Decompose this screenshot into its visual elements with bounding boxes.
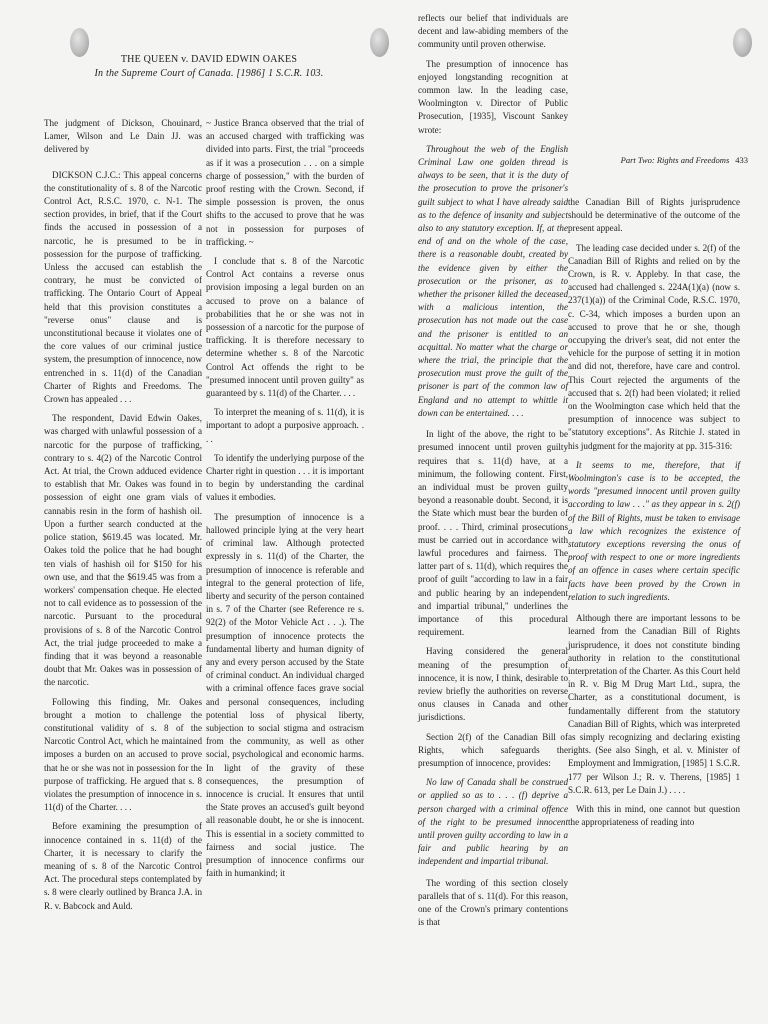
paragraph: The wording of this section closely parallels that of s. 11(d). For this reason, one of the Crown's primary contentions is that: [418, 877, 568, 928]
paragraph: Although there are important lessons to be learned from the Canadian Bill of Rights jurisprudence, it does not constitute binding authority in relation to the constitutional interpretation of the Charter. As this Court held in R. v. Big M Drug Mart Ltd., supra, the Charter, as a constitutional document, is fundamentally different from the statutory Canadian Bill of Rights, which was interpreted as simply recognizing and declaring existing rights. (See also Singh, et al. v. Minister of Employment and Immigration, [1985] 1 S.C.R. 177 per Wilson J.; R. v. Therens, [1985] 1 S.C.R. 613, per Le Dain J.) . . . .: [568, 613, 741, 795]
running-head: [578, 155, 748, 165]
paragraph: the Canadian Bill of Rights jurisprudence should be determinative of the outcome of the present appeal.: [568, 197, 740, 234]
paragraph: The judgment of Dickson, Chouinard, Lamer, Wilson and Le Dain JJ. was delivered by: [44, 118, 202, 155]
paragraph: In light of the above, the right to be presumed innocent until proven guilty requires that s. 11(d) have, at a minimum, the following content. First, an individual must be proven guilty beyond a reasonable doubt. Second, it is the State which must bear the burden of proof. . . . Third, criminal prosecutions must be carried out in accordance with lawful procedures and fairness. The latter part of s. 11(d), which requires the proof of guilt "according to law in a fair and public hearing by an independent and impartial tribunal," underlines the importance of this procedural requirement.: [418, 429, 568, 638]
page-number: 433: [735, 155, 748, 165]
paragraph: Section 2(f) of the Canadian Bill of Rights, which safeguards the presumption of innocence, provides:: [418, 731, 568, 768]
paragraph: To interpret the meaning of s. 11(d), it is important to adopt a purposive approach. . . .: [206, 407, 364, 444]
block-quote: It seems to me, therefore, that if Woolmington's case is to be accepted, the words "presumed innocent until proven guilty according to law . . ." as they appear in s. 2(f) of the Bill of Rights, must be taken to envisage a law which recognizes the existence of statutory exceptions reversing the onus of proof with respect to one or more ingredients of an offence in cases where certain specific facts have been proved by the Crown in relation to such ingredients.: [568, 459, 740, 602]
block-quote: No law of Canada shall be construed or applied so as to . . . (f) deprive a person charged with a criminal offence of the right to be presumed innocent until proven guilty according to law in a fair and public hearing by an independent and impartial tribunal.: [418, 777, 568, 867]
paragraph: The presumption of innocence has enjoyed longstanding recognition at common law. In the leading case, Woolmington v. Director of Public Prosecution, [1935], Viscount Sankey wrote:: [418, 58, 568, 135]
left-page: [0, 0, 380, 1024]
case-citation: In the Supreme Court of Canada. [1986] 1 S.C.R. 103.: [94, 68, 324, 79]
paragraph: With this in mind, one cannot but question the appropriateness of reading into: [568, 803, 740, 828]
paragraph: The leading case decided under s. 2(f) of the Canadian Bill of Rights and relied on by the Crown, is R. v. Appleby. In that case, the accused had challenged s. 224A(1)(a) (now s. 237(1)(a)) of the Criminal Code, R.S.C. 1970, c. C-34, which imposes a burden upon an accused to prove that he or she, though occupying the driver's seat, did not enter the vehicle for the purpose of setting it in motion and did not, therefore, have care and control. This Court rejected the arguments of the accused that s. 2(f) had been violated; it relied on the Woolmington case which held that the presumption of innocence was subject to "statutory exceptions". As Ritchie J. stated in his judgment for the majority at pp. 315-316:: [568, 242, 740, 451]
right-column-2: [568, 196, 740, 835]
paragraph: I conclude that s. 8 of the Narcotic Control Act contains a reverse onus provision imposing a legal burden on an accused to prove on a balance of probabilities that he or she was not in possession of a narcotic for the purpose of trafficking. It is therefore necessary to determine whether s. 8 of the Narcotic Control Act offends the right to be "presumed innocent until proven guilty" as guaranteed by s. 11(d) of the Charter. . . .: [206, 256, 364, 399]
left-column-1: [44, 117, 202, 919]
paragraph: reflects our belief that individuals are decent and law-abiding members of the community until proven otherwise.: [418, 13, 568, 50]
paragraph: The respondent, David Edwin Oakes, was charged with unlawful possession of a narcotic for the purpose of trafficking, contrary to s. 4(2) of the Narcotic Control Act. At trial, the Crown adduced evidence to establish that Mr. Oakes was found in possession of eight one gram vials of cannabis resin in the form of hashish oil. Upon a further search conducted at the police station, $619.45 was located. Mr. Oakes told the police that he had bought ten vials of hashish oil for $150 for his own use, and that the $619.45 was from a workers' compensation cheque. He elected not to call evidence as to possession of the narcotic. Pursuant to the procedural provisions of s. 8 of the Narcotic Control Act, the trial judge proceeded to make a finding that it was beyond a reasonable doubt that Mr. Oakes was in possession of the narcotic.: [44, 413, 202, 688]
case-title-line1: THE QUEEN v. DAVID EDWIN OAKES: [120, 54, 298, 65]
paragraph: Before examining the presumption of innocence contained in s. 11(d) of the Charter, it is necessary to clarify the meaning of s. 8 of the Narcotic Control Act. The procedural steps contemplated by s. 8 were clearly outlined by Branca J.A. in R. v. Babcock and Auld.: [44, 821, 202, 911]
paragraph: To identify the underlying purpose of the Charter right in question . . . it is important to begin by understanding the cardinal values it embodies.: [206, 452, 364, 503]
block-quote: Throughout the web of the English Criminal Law one golden thread is always to be seen, that it is the duty of the prosecution to prove the prisoner's guilt subject to what I have already said as to the defence of insanity and subject also to any statutory exception. If, at the end of and on the whole of the case, there is a reasonable doubt, created by the evidence given by either the prosecution or the prisoner, as to whether the prisoner killed the deceased with a malicious intention, the prosecution has not made out the case and the prisoner is entitled to an acquittal. No matter what the charge or where the trial, the principle that the prosecution must prove the guilt of the prisoner is part of the common law of England and no attempt to whittle it down can be entertained. . . .: [418, 143, 568, 418]
paragraph: DICKSON C.J.C.: This appeal concerns the constitutionality of s. 8 of the Narcotic Control Act, R.S.C. 1970, c. N-1. The section provides, in brief, that if the Court finds the accused in possession of a narcotic, he is presumed to be in possession for the purpose of trafficking. Unless the accused can establish the contrary, he must be convicted of trafficking. The Ontario Court of Appeal held that this provision constitutes a "reverse onus" clause and is unconstitutional because it violates one of the core values of our criminal justice system, the presumption of innocence, now entrenched in s. 11(d) of the Canadian Charter of Rights and Freedoms. The Crown has appealed . . .: [44, 169, 202, 405]
paragraph: ~ Justice Branca observed that the trial of an accused charged with trafficking was divided into parts. First, the trial "proceeds as if it was a prosecution . . . on a simple charge of possession," with the burden of proof resting with the Crown. Second, if simple possession is proven, the onus shifts to the accused to prove that he was not in possession for purposes of trafficking. ~: [206, 118, 364, 247]
right-column-1: [418, 12, 568, 935]
running-head-text: Part Two: Rights and Freedoms: [620, 155, 730, 165]
paragraph: Following this finding, Mr. Oakes brought a motion to challenge the constitutional validity of s. 8 of the Narcotic Control Act, which he maintained imposes a burden on an accused to prove that he or she was not in possession for the purpose of trafficking. He argued that s. 8 violates the presumption of innocence in s. 11(d) of the Charter. . . .: [44, 696, 202, 813]
case-title: [84, 53, 334, 81]
paragraph: The presumption of innocence is a hallowed principle lying at the very heart of criminal law. Although protected expressly in s. 11(d) of the Charter, the presumption of innocence is referable and integral to the general protection of life, liberty and security of the person contained in s. 7 of the Charter (see Reference re s. 92(2) of the Motor Vehicle Act . . .). The presumption of innocence protects the fundamental liberty and human dignity of any and every person accused by the State of criminal conduct. An individual charged with a criminal offence faces grave social and personal consequences, including potential loss of physical liberty, subjection to social stigma and ostracism from the community, as well as other social, psychological and economic harms. In light of the gravity of these consequences, the presumption of innocence is crucial. It ensures that until the State proves an accused's guilt beyond all reasonable doubt, he or she is innocent. This is essential in a society committed to fairness and social justice. The presumption of innocence confirms our faith in humankind; it: [206, 511, 364, 879]
left-column-2: [206, 117, 364, 886]
paragraph: Having considered the general meaning of the presumption of innocence, it is now, I think, desirable to review briefly the authorities on reverse onus clauses in Canada and other jurisdictions.: [418, 646, 568, 723]
right-page: [390, 0, 768, 1024]
